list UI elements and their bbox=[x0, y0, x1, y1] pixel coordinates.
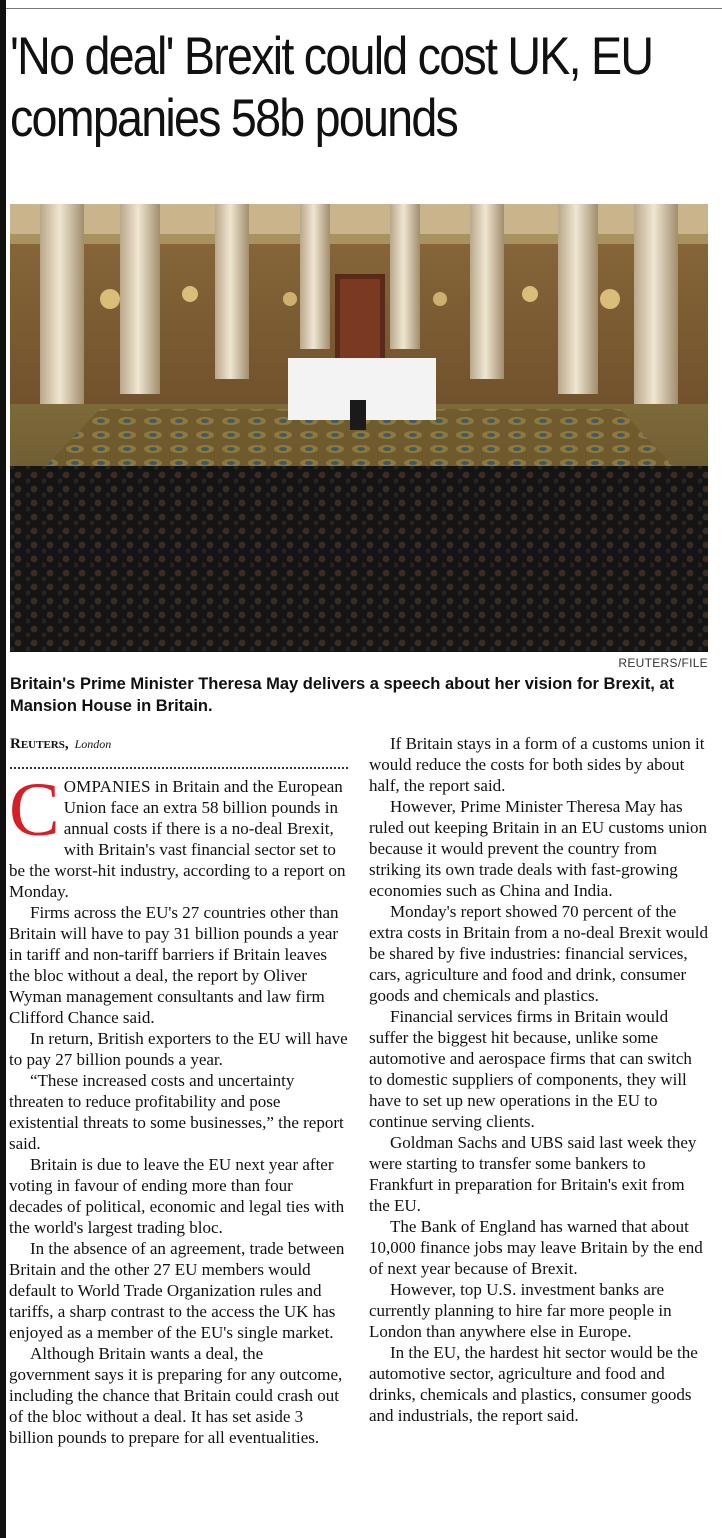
article-column-right bbox=[369, 733, 709, 1426]
article-paragraph: Monday's report showed 70 percent of the extra costs in Britain from a no-deal Brexit would be shared by five industries: financial services, cars, agriculture and food and drink, consumer goods and chemicals and plastics. bbox=[369, 902, 708, 1005]
article-paragraph: In the absence of an agreement, trade between Britain and the other 27 EU members would default to World Trade Organization rules and tariffs, a sharp contrast to the access the UK has enjoyed as a member of the EU's single market. bbox=[9, 1239, 345, 1342]
byline-divider bbox=[10, 767, 348, 769]
photo-caption: Britain's Prime Minister Theresa May delivers a speech about her vision for Brexit, at Mansion House in Britain. bbox=[10, 675, 675, 715]
top-rule bbox=[6, 8, 722, 9]
article-paragraph: In return, British exporters to the EU will have to pay 27 billion pounds a year. bbox=[9, 1029, 348, 1069]
article-paragraph: “These increased costs and uncertainty threaten to reduce profitability and pose existential threats to some businesses,” the report said. bbox=[9, 1071, 344, 1153]
byline bbox=[10, 736, 111, 753]
article-paragraph: In the EU, the hardest hit sector would be the automotive sector, agriculture and food and drinks, chemicals and plastics, consumer goods and industrials, the report said. bbox=[369, 1343, 698, 1425]
article-column-left bbox=[9, 768, 348, 1448]
article-paragraph: Britain is due to leave the EU next year after voting in favour of ending more than four decades of political, economic and legal ties with the world's largest trading bloc. bbox=[9, 1155, 345, 1237]
article-paragraph: Financial services firms in Britain would suffer the biggest hit because, unlike some automotive and aerospace firms that can switch to domestic suppliers of components, they will have to set up new operations in the EU to continue serving clients. bbox=[369, 1007, 692, 1131]
lead-text: in Britain and the European Union face an extra 58 billion pounds in annual costs if there is a no-deal Brexit, with Britain's vast financial sector set to be the worst-hit industry, according to a report on Monday. bbox=[9, 777, 346, 901]
article-paragraph: The Bank of England has warned that about 10,000 finance jobs may leave Britain by the end of next year because of Brexit. bbox=[369, 1217, 703, 1278]
lead-paragraph bbox=[9, 768, 348, 902]
photo-image bbox=[10, 204, 708, 652]
photo-credit: REUTERS/FILE bbox=[618, 656, 708, 670]
lead-caps: OMPANIES bbox=[63, 777, 151, 796]
article-paragraph: Although Britain wants a deal, the government says it is preparing for any outcome, including the chance that Britain could crash out of the bloc without a deal. It has set aside 3 billion pounds to prepare for all eventualities. bbox=[9, 1344, 343, 1447]
article-paragraph: However, top U.S. investment banks are currently planning to hire far more people in London than anywhere else in Europe. bbox=[369, 1280, 672, 1341]
article-paragraph: Goldman Sachs and UBS said last week they were starting to transfer some bankers to Frankfurt in preparation for Britain's exit from the EU. bbox=[369, 1133, 697, 1215]
article-paragraph: Firms across the EU's 27 countries other than Britain will have to pay 31 billion pounds a year in tariff and non-tariff barriers if Britain leaves the bloc without a deal, the report by Oliver Wyman management consultants and law firm Clifford Chance said. bbox=[9, 903, 339, 1027]
left-margin-rule bbox=[0, 0, 6, 1538]
drop-cap: C bbox=[9, 768, 60, 852]
article-paragraph: However, Prime Minister Theresa May has ruled out keeping Britain in an EU customs union because it would prevent the country from striking its own trade deals with fast-growing economies such as China and India. bbox=[369, 797, 708, 900]
byline-place: London bbox=[74, 737, 112, 751]
byline-agency: Reuters, bbox=[10, 736, 69, 752]
headline: 'No deal' Brexit could cost UK, EU companies 58b pounds bbox=[10, 27, 653, 148]
article-paragraph: If Britain stays in a form of a customs union it would reduce the costs for both sides by about half, the report said. bbox=[369, 734, 705, 795]
